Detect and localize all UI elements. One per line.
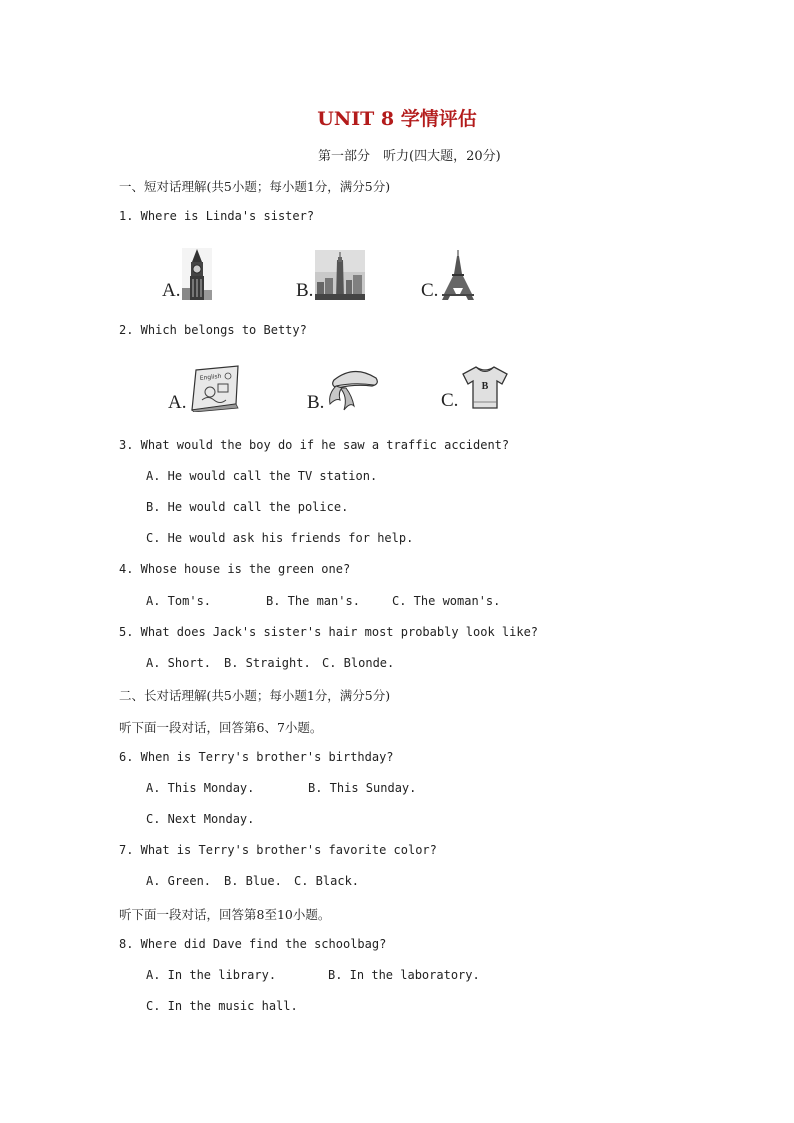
section2-intro-2: 听下面一段对话，回答第8至10小题。 xyxy=(119,907,331,922)
q6-stem: 6. When is Terry's brother's birthday? xyxy=(119,750,394,764)
q3-option-a: A. He would call the TV station. xyxy=(146,469,378,483)
q8-stem: 8. Where did Dave find the schoolbag? xyxy=(119,937,387,951)
option-label: B. xyxy=(296,280,314,301)
q3-stem: 3. What would the boy do if he saw a traffic accident? xyxy=(119,438,510,452)
q5-option-b: B. Straight. xyxy=(224,656,311,670)
page-title: UNIT 8 学情评估 xyxy=(317,108,477,130)
q5-stem: 5. What does Jack's sister's hair most probably look like? xyxy=(119,625,539,639)
q6-option-b: B. This Sunday. xyxy=(308,781,417,795)
q2-option-b[interactable] xyxy=(307,366,382,412)
option-label: A. xyxy=(162,280,181,301)
english-book-icon xyxy=(188,364,242,412)
q3-option-b: B. He would call the police. xyxy=(146,500,349,514)
svg-text:English: English xyxy=(199,372,223,382)
q2-option-c[interactable] xyxy=(441,364,510,410)
section1-heading: 一、短对话理解(共5小题；每小题1分，满分5分) xyxy=(119,179,391,194)
q7-stem: 7. What is Terry's brother's favorite color? xyxy=(119,843,437,857)
q6-option-c: C. Next Monday. xyxy=(146,812,255,826)
q1-option-b[interactable] xyxy=(296,250,365,300)
section2-heading: 二、长对话理解(共5小题；每小题1分，满分5分) xyxy=(119,688,391,703)
option-label: C. xyxy=(441,390,459,411)
q8-option-c: C. In the music hall. xyxy=(146,999,298,1013)
q8-option-a: A. In the library. xyxy=(146,968,277,982)
q5-option-a: A. Short. xyxy=(146,656,212,670)
q1-stem: 1. Where is Linda's sister? xyxy=(119,209,315,223)
shirt-letter: B xyxy=(482,381,489,392)
q3-option-c: C. He would ask his friends for help. xyxy=(146,531,414,545)
section2-intro-1: 听下面一段对话，回答第6、7小题。 xyxy=(119,720,323,735)
part-subtitle: 第一部分 听力(四大题，20分) xyxy=(318,149,501,164)
q2-stem: 2. Which belongs to Betty? xyxy=(119,323,307,337)
q1-option-a[interactable] xyxy=(162,248,212,300)
option-label: A. xyxy=(168,392,187,413)
eiffel-tower-icon xyxy=(440,250,476,300)
big-ben-tower-icon xyxy=(182,248,212,300)
q1-option-c[interactable] xyxy=(421,250,476,300)
q4-option-b: B. The man's. xyxy=(266,594,360,608)
option-label: C. xyxy=(421,280,439,301)
q7-option-b: B. Blue. xyxy=(224,874,282,888)
q8-option-b: B. In the laboratory. xyxy=(328,968,480,982)
option-label: B. xyxy=(307,392,325,413)
q2-option-a[interactable] xyxy=(168,364,242,412)
q7-option-c: C. Black. xyxy=(294,874,360,888)
t-shirt-icon xyxy=(460,364,510,410)
q5-option-c: C. Blonde. xyxy=(322,656,395,670)
q4-stem: 4. Whose house is the green one? xyxy=(119,562,351,576)
q4-option-c: C. The woman's. xyxy=(392,594,501,608)
skyscraper-city-icon xyxy=(315,250,365,300)
q7-option-a: A. Green. xyxy=(146,874,212,888)
q6-option-a: A. This Monday. xyxy=(146,781,255,795)
q4-option-a: A. Tom's. xyxy=(146,594,212,608)
hat-with-ribbon-icon xyxy=(326,366,382,412)
